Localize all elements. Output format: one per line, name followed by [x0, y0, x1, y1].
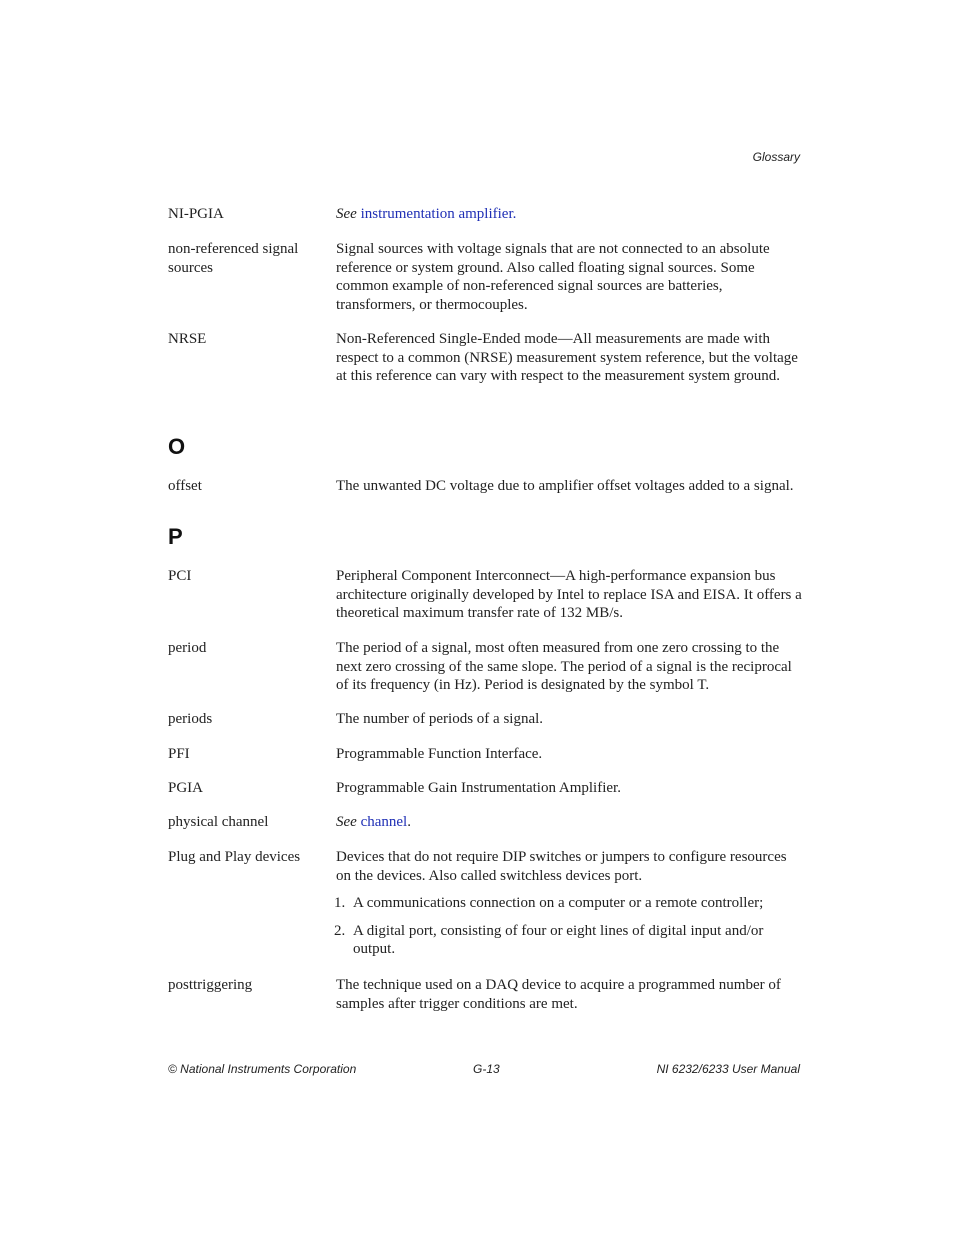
glossary-term: PGIA — [168, 780, 204, 796]
glossary-definition: Programmable Gain Instrumentation Amplifier. — [336, 780, 621, 796]
glossary-definition: Programmable Function Interface. — [336, 746, 543, 762]
see-label: See — [336, 814, 357, 830]
cross-reference-link[interactable]: channel — [360, 814, 408, 830]
list-item — [336, 894, 802, 913]
glossary-definition: The technique used on a DAQ device to acquire a programmed number of samples after trigger conditions are met. — [336, 977, 781, 1012]
footer-manual-title: NI 6232/6233 User Manual — [656, 1062, 800, 1076]
glossary-term: Plug and Play devices — [168, 849, 301, 865]
glossary-term: NRSE — [168, 331, 207, 347]
glossary-term: period — [168, 640, 207, 656]
glossary-term: NI-PGIA — [168, 206, 224, 222]
link-punctuation: . — [512, 206, 517, 222]
glossary-definition: Peripheral Component Interconnect—A high-performance expansion bus architecture originally developed by Intel to replace ISA and EISA. It offers a theoretical maximum transfer rate of 132 MB/s. — [336, 568, 802, 621]
glossary-definition: Signal sources with voltage signals that are not connected to an absolute reference or system ground. Also called floating signal sources. Some common example of non-referenced signal sources are batteries, transformers, or thermocouples. — [336, 241, 770, 313]
list-text: A digital port, consisting of four or eight lines of digital input and/or output. — [353, 922, 764, 957]
list-text: A communications connection on a computer or a remote controller; — [353, 895, 764, 911]
list-item — [336, 922, 802, 959]
glossary-definition: The period of a signal, most often measured from one zero crossing to the next zero crossing of the same slope. The period of a signal is the reciprocal of its frequency (in Hz). Period is designated by the symbol T. — [336, 640, 792, 693]
glossary-definition — [336, 813, 802, 832]
glossary-definition — [336, 848, 802, 959]
see-label: See — [336, 206, 357, 222]
cross-reference-link[interactable]: instrumentation amplifier — [360, 206, 513, 222]
glossary-term: PCI — [168, 568, 192, 584]
list-number: 2. — [334, 922, 346, 939]
glossary-definition — [336, 205, 802, 224]
glossary-definition: The unwanted DC voltage due to amplifier offset voltages added to a signal. — [336, 478, 794, 494]
footer-page-number: G-13 — [473, 1062, 500, 1076]
footer-copyright: © National Instruments Corporation — [168, 1062, 357, 1076]
glossary-definition: The number of periods of a signal. — [336, 711, 544, 727]
running-header: Glossary — [752, 150, 800, 164]
glossary-term: physical channel — [168, 814, 269, 830]
section-heading-o: O — [168, 434, 186, 459]
list-number: 1. — [334, 895, 346, 911]
glossary-term: non-referenced signal sources — [168, 241, 299, 276]
definition-text: Devices that do not require DIP switches or jumpers to configure resources on the devices. Also called switchless devices port. — [336, 849, 787, 884]
glossary-term: posttriggering — [168, 977, 253, 993]
section-heading-p: P — [168, 524, 183, 549]
glossary-term: PFI — [168, 746, 190, 762]
glossary-term: offset — [168, 478, 202, 494]
glossary-definition: Non-Referenced Single-Ended mode—All measurements are made with respect to a common (NRSE) measurement system reference, but the voltage at this reference can vary with respect to the measurement system ground. — [336, 331, 798, 384]
glossary-term: periods — [168, 711, 213, 727]
link-punctuation: . — [407, 814, 411, 830]
